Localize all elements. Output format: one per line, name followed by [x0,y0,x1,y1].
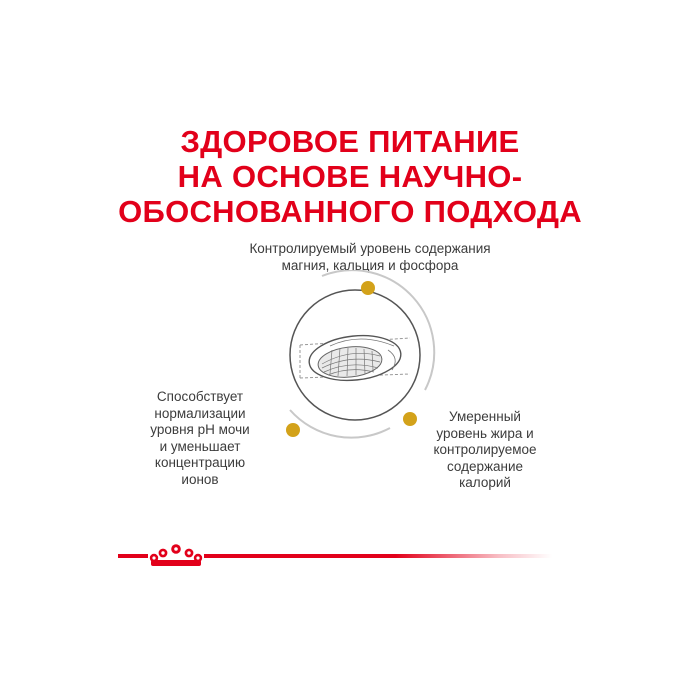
headline-line-2: НА ОСНОВЕ НАУЧНО- [177,159,523,194]
outer-ring-arc-lower [290,410,390,438]
benefit-fat-calories-line-4: содержание [446,458,524,474]
benefit-urine-ph-line-6: ионов [181,471,219,487]
benefit-urine-ph [130,389,270,488]
headline [0,124,700,229]
benefit-fat-calories-line-2: уровень жира и [436,425,534,441]
gold-dot-right [403,412,417,426]
benefit-minerals-line-2: магния, кальция и фосфора [281,257,459,273]
headline-line-3: ОБОСНОВАННОГО ПОДХОДА [118,194,582,229]
benefit-fat-calories-line-5: калорий [459,475,511,490]
brand-line-right [204,554,552,558]
kibble-icon [300,331,410,384]
benefit-urine-ph-line-4: и уменьшает [159,438,241,454]
kibble-diagram [270,270,440,440]
brand-line-left [118,554,148,558]
headline-line-1: ЗДОРОВОЕ ПИТАНИЕ [180,124,520,159]
benefit-urine-ph-line-3: уровня pH мочи [150,422,250,437]
benefit-urine-ph-line-2: нормализации [154,405,246,421]
royal-crown-logo [148,540,204,568]
benefit-fat-calories-line-1: Умеренный [449,409,521,424]
benefit-fat-calories-line-3: контролируемое [433,442,537,457]
benefit-minerals-line-1: Контролируемый уровень содержания [249,241,491,256]
gold-dot-left [286,423,300,437]
benefit-urine-ph-line-1: Способствует [156,389,244,404]
benefit-urine-ph-line-5: концентрацию [154,455,246,470]
gold-dot-top [361,281,375,295]
